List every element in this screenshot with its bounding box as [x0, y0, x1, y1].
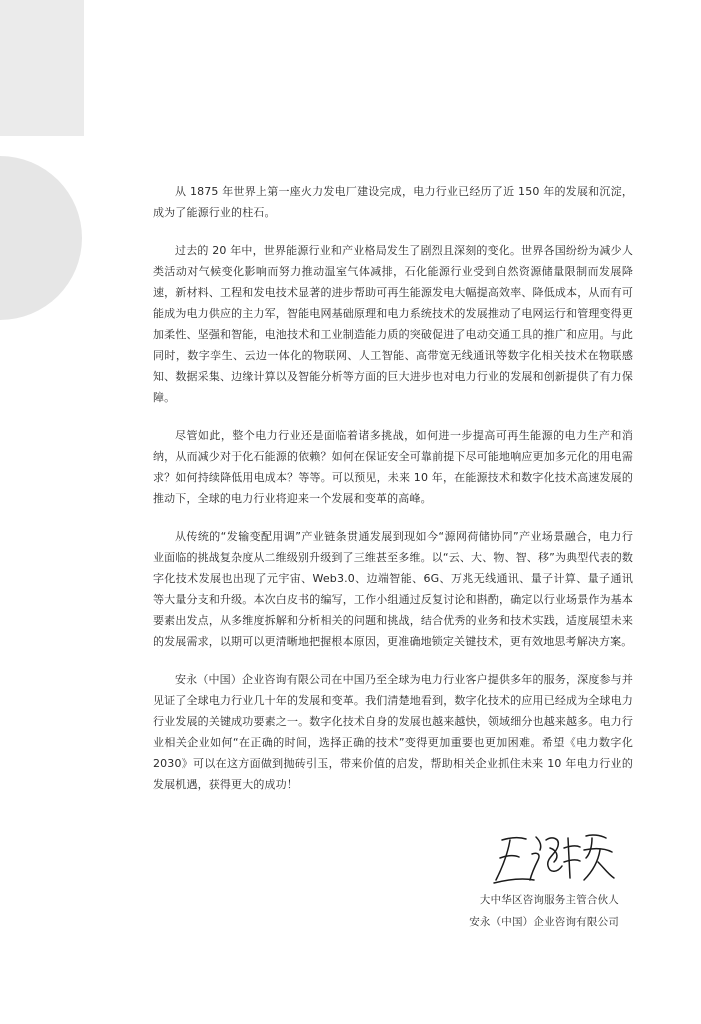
- letter-body: [153, 181, 633, 812]
- letter-paragraph-4: 从传统的“发输变配用调”产业链条贯通发展到现如今“源网荷储协同”产业场景融合，电力行业面临的挑战复杂度从二维级别升级到了三维甚至多维。以“云、大、物、智、移”为典型代表的数字化技术发展也出现了元宇宙、Web3.0、边端智能、6G、万兆无线通讯、量子计算、量子通讯等大量分支和升级。本次白皮书的编写，工作小组通过反复讨论和斟酌，确定以行业场景作为基本要素出发点，从多维度拆解和分析相关的问题和挑战，结合优秀的业务和技术实践，适度展望未来的发展需求，以期可以更清晰地把握根本原因，更准确地锁定关键技术，更有效地思考解决方案。: [153, 530, 633, 648]
- corner-decoration-block: [0, 0, 84, 136]
- signer-company: 安永（中国）企业咨询有限公司: [469, 916, 619, 928]
- letter-paragraph-1: 从 1875 年世界上第一座火力发电厂建设完成，电力行业已经历了近 150 年的发展和沉淀，成为了能源行业的柱石。: [153, 185, 633, 219]
- letter-paragraph-3: 尽管如此，整个电力行业还是面临着诸多挑战，如何进一步提高可再生能源的电力生产和消纳，从而减少对于化石能源的依赖？如何在保证安全可靠前提下尽可能地响应更加多元化的用电需求？如何持续降低用电成本？等等。可以预见，未来 10 年，在能源技术和数字化技术高速发展的推动下，全球的电力行业将迎来一个发展和变革的高峰。: [153, 429, 633, 505]
- circle-decoration: [0, 156, 82, 320]
- letter-paragraph-2: 过去的 20 年中，世界能源行业和产业格局发生了剧烈且深刻的变化。世界各国纷纷为减少人类活动对气候变化影响而努力推动温室气体减排，石化能源行业受到自然资源储量限制而发展降速，新材料、工程和发电技术显著的进步帮助可再生能源发电大幅提高效率、降低成本，从而有可能成为电力供应的主力军，智能电网基础原理和电力系统技术的发展推动了电网运行和管理变得更加柔性、坚强和智能，电池技术和工业制造能力质的突破促进了电动交通工具的推广和应用。与此同时，数字孪生、云边一体化的物联网、人工智能、高带宽无线通讯等数字化相关技术在物联感知、数据采集、边缘计算以及智能分析等方面的巨大进步也对电力行业的发展和创新提供了有力保障。: [153, 244, 633, 404]
- letter-paragraph-5: 安永（中国）企业咨询有限公司在中国乃至全球为电力行业客户提供多年的服务，深度参与并见证了全球电力行业几十年的发展和变革。我们清楚地看到，数字化技术的应用已经成为全球电力行业发展的关键成功要素之一。数字化技术自身的发展也越来越快，领域细分也越来越多。电力行业相关企业如何“在正确的时间，选择正确的技术”变得更加重要也更加困难。希望《电力数字化 2030》可以在这方面做到抛砖引玉，带来价值的启发，帮助相关企业抓住未来 10 年电力行业的发展机遇，获得更大的成功！: [153, 673, 633, 791]
- handwritten-signature: [488, 828, 618, 892]
- signer-title: 大中华区咨询服务主管合伙人: [479, 894, 619, 906]
